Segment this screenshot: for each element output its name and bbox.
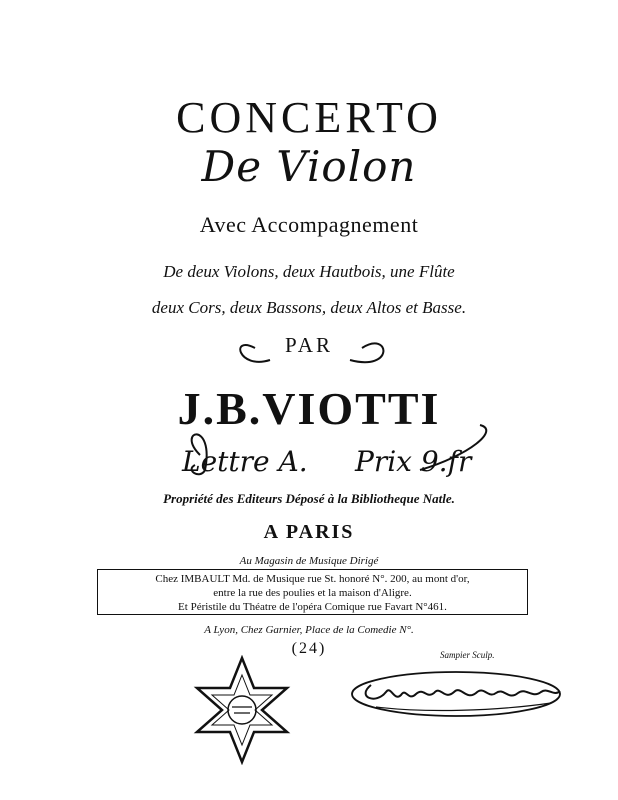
star-stamp-icon xyxy=(192,655,292,765)
subtitle: De Violon xyxy=(201,142,417,191)
lettre-price-row xyxy=(0,445,618,478)
price-label: Prix 9.fr xyxy=(355,445,472,478)
city-label: A PARIS xyxy=(263,521,355,543)
par-label: PAR xyxy=(285,333,333,357)
signature-flourish-icon xyxy=(346,667,576,722)
instruments-line-1: De deux Violons, deux Hautbois, une Flûte xyxy=(163,262,455,281)
instruments-line-2: deux Cors, deux Bassons, deux Altos et Basse. xyxy=(151,298,467,317)
address-line-1: Chez IMBAULT Md. de Musique rue St. honoré N°. 200, au mont d'or, xyxy=(155,573,470,585)
engraver-credit: Sampier Sculp. xyxy=(440,650,495,660)
catalog-number: (24) xyxy=(291,640,327,657)
property-notice: Propriété des Editeurs Déposé à la Bibliotheque Natle. xyxy=(163,491,455,506)
page-title: CONCERTO xyxy=(176,93,442,142)
composer-name: J.B.VIOTTI xyxy=(177,383,441,434)
accompaniment-line: Avec Accompagnement xyxy=(199,212,419,237)
lettre-label: Lettre A. xyxy=(182,445,308,478)
lyon-line: A Lyon, Chez Garnier, Place de la Comedie N°. xyxy=(204,624,414,636)
address-line-2: entre la rue des poulies et la maison d'Aligre. xyxy=(213,587,412,599)
magasin-line: Au Magasin de Musique Dirigé xyxy=(239,555,379,567)
publisher-address-box xyxy=(97,569,528,615)
address-line-3: Et Péristile du Théatre de l'opéra Comique rue Favart N°461. xyxy=(178,601,447,613)
